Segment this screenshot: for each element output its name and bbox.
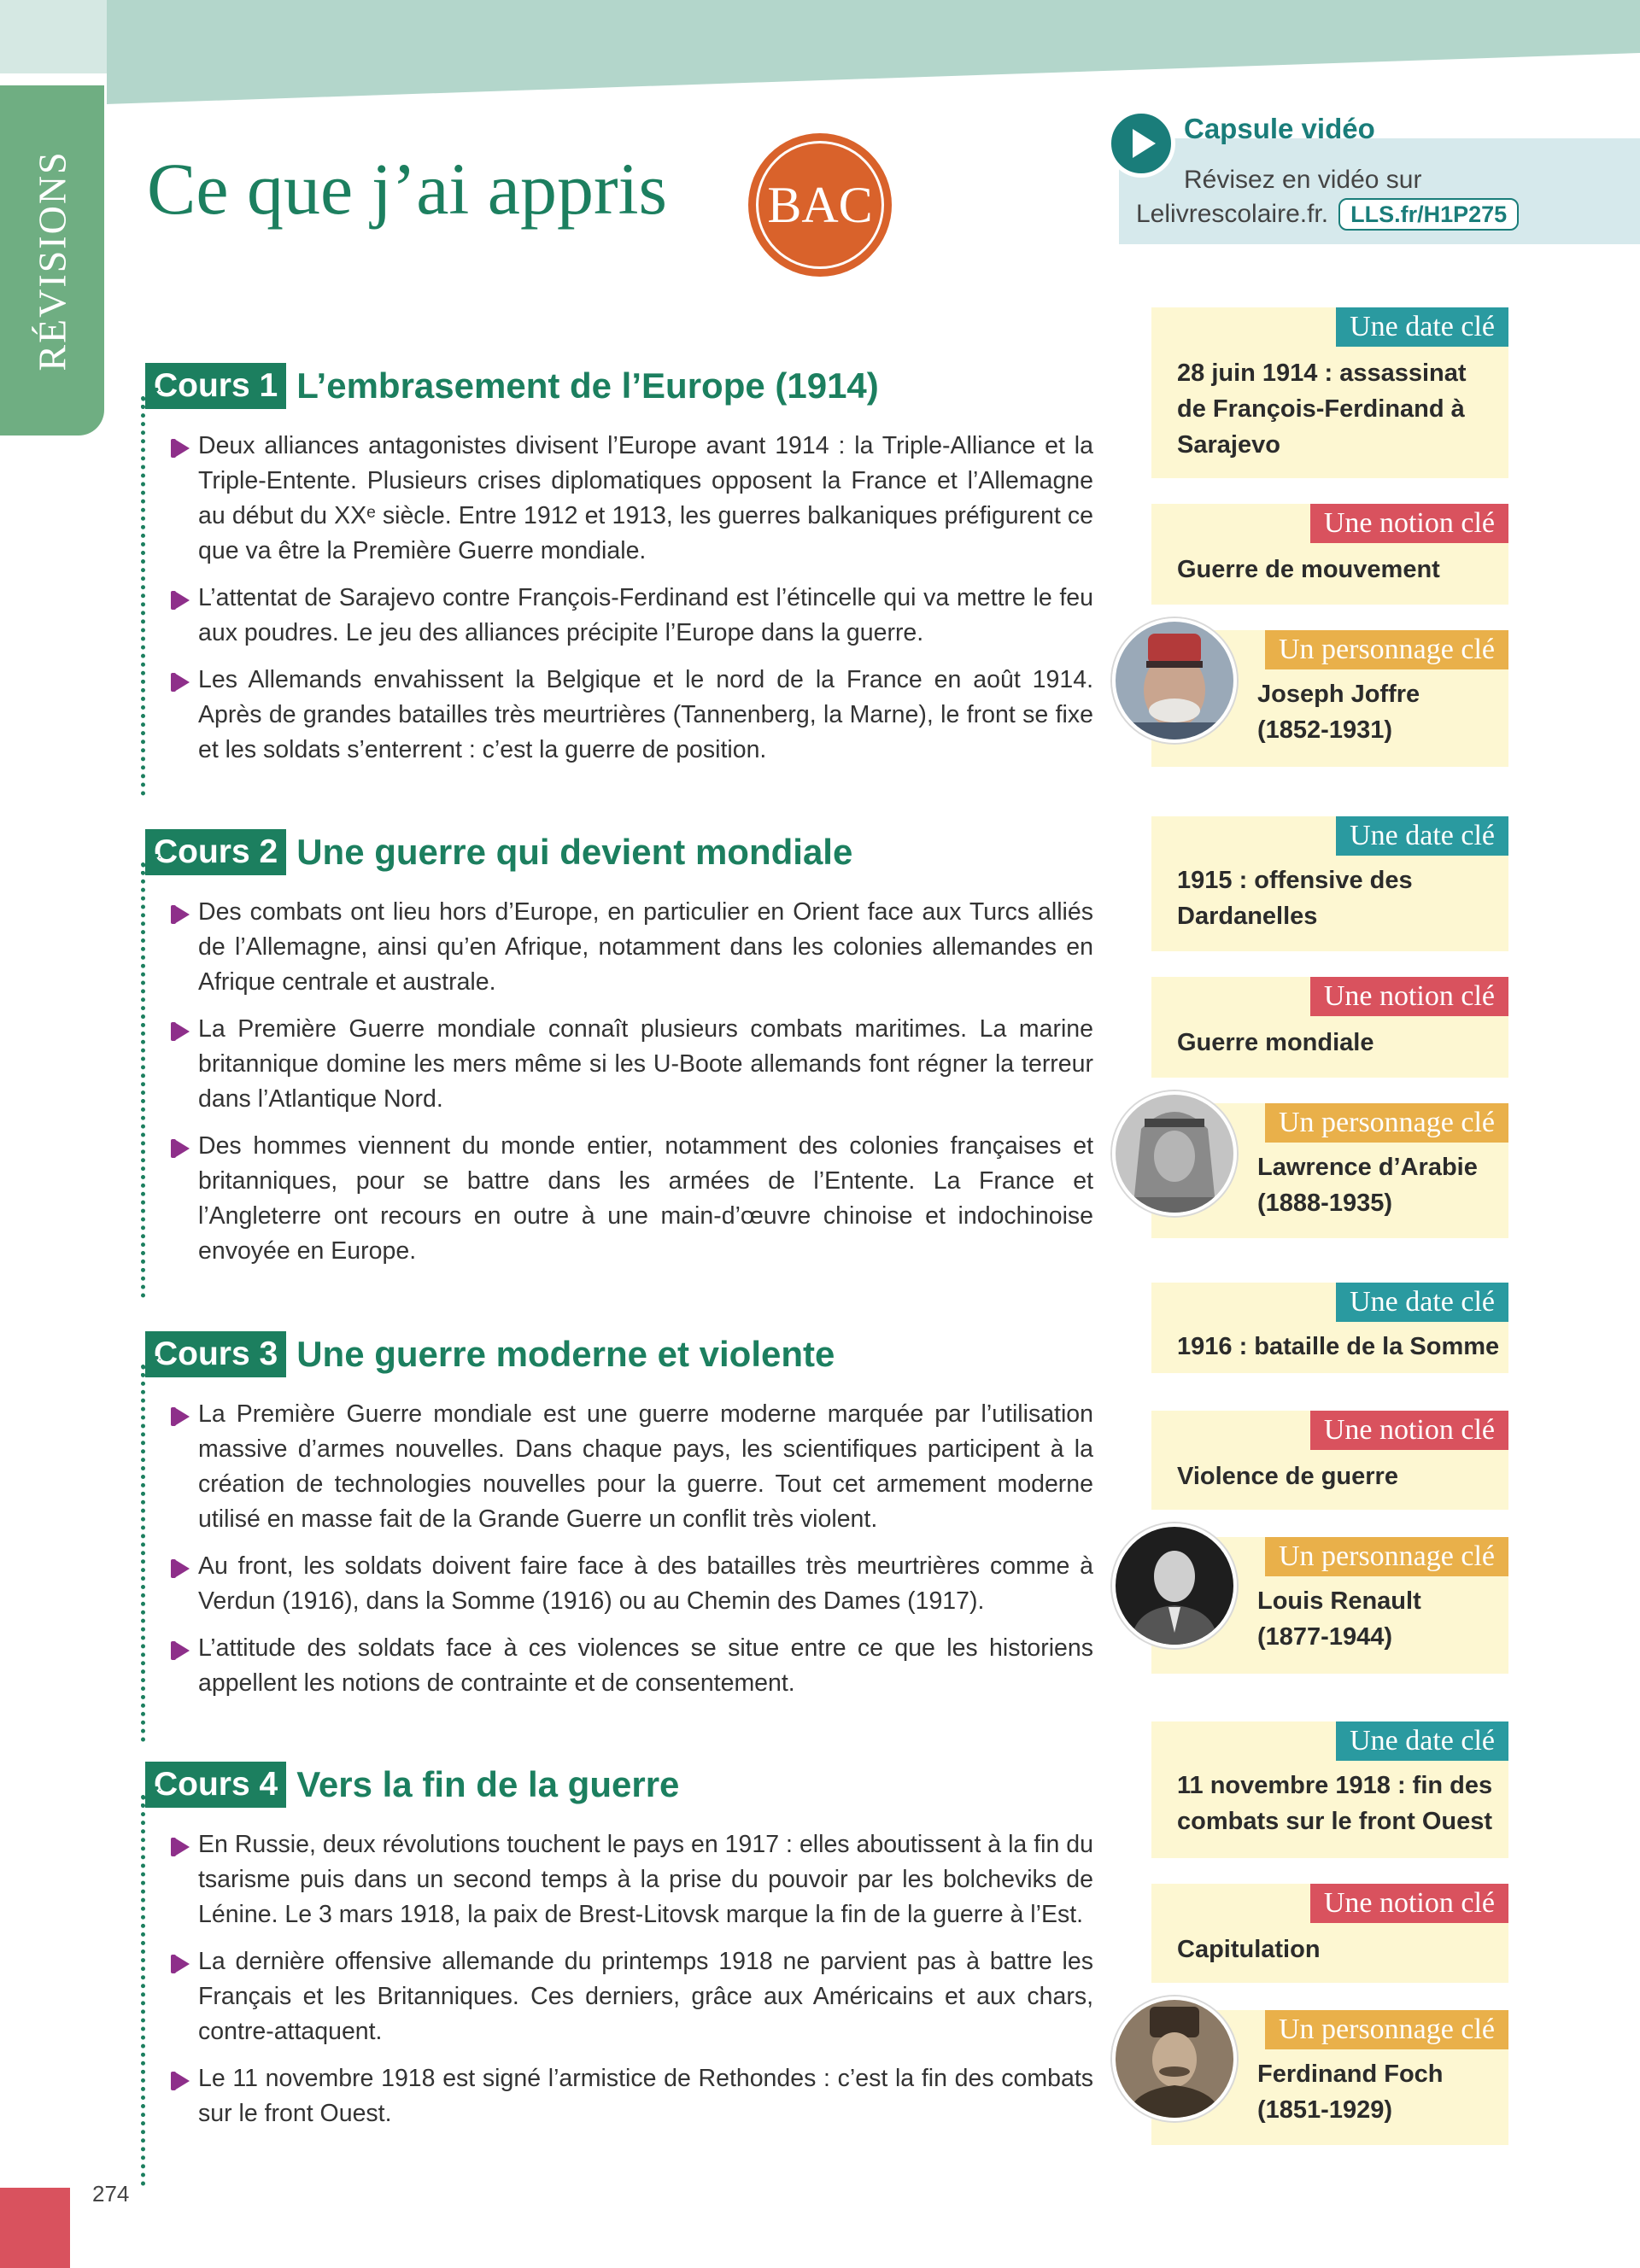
bullet-item: Au front, les soldats doivent faire face à des batailles très meurtrières comme à Verdun (1916), dans la Somme (1916) ou au Chemin des Dames (1917). [145,1549,1093,1619]
bullet-arrow-icon [174,1838,190,1856]
video-capsule-title: Capsule vidéo [1184,113,1375,144]
key-person-tag: Un personnage clé [1265,1537,1508,1576]
key-date-tag: Une date clé [1336,307,1508,347]
cours-number: Cours 3 [145,1331,286,1377]
portrait-ferdinand-foch [1112,1996,1237,2121]
key-date-text: 28 juin 1914 : assassinat de François-Ferdinand à Sarajevo [1177,359,1467,459]
bac-badge-label: BAC [756,141,884,269]
cours-2-section [145,828,1093,1281]
key-date-text: 1916 : bataille de la Somme [1177,1333,1500,1360]
side-tab-label: RÉVISIONS [30,149,74,371]
key-date-tag: Une date clé [1336,1721,1508,1761]
bullet-item: L’attentat de Sarajevo contre François-Ferdinand est l’étincelle qui va mettre le feu aux poudres. Le jeu des alliances précipite l’Europe dans la guerre. [145,581,1093,651]
key-date-card [1151,307,1508,478]
bullet-arrow-icon [174,1955,190,1973]
key-notion-text: Guerre de mouvement [1177,556,1440,583]
key-date-text: 11 novembre 1918 : fin des combats sur le front Ouest [1177,1772,1493,1835]
portrait-louis-renault [1112,1523,1237,1648]
cours-1-section [145,362,1093,780]
key-date-card [1151,1283,1508,1373]
play-icon[interactable] [1107,109,1175,178]
bullet-arrow-icon [174,1641,190,1660]
key-person-tag: Un personnage clé [1265,1103,1508,1143]
bullet-item: Des combats ont lieu hors d’Europe, en particulier en Orient face aux Turcs alliés de l’Allemagne, ainsi qu’en Afrique, notamment dans les colonies allemandes en Afrique centrale et australe. [145,895,1093,1000]
bullet-item: Deux alliances antagonistes divisent l’Europe avant 1914 : la Triple-Alliance et la Triple-Entente. Plusieurs crises diplomatiques opposent la France et l’Allemagne au début du XXᵉ siècle. Entre 1912 et 1913, les guerres balkaniques préfigurent ce que va être la Première Guerre mondiale. [145,429,1093,569]
key-notion-tag: Une notion clé [1310,504,1508,543]
cours-number: Cours 2 [145,829,286,875]
cours-title: Une guerre qui devient mondiale [296,832,853,872]
key-notion-text: Capitulation [1177,1936,1321,1963]
bullet-arrow-icon [174,439,190,458]
video-capsule-site: Lelivrescolaire.fr. [1136,200,1329,228]
video-capsule-text: Révisez en vidéo sur [1184,166,1422,194]
bullet-item: L’attitude des soldats face à ces violences se situe entre ce que les historiens appellent les notions de contrainte et de consentement. [145,1631,1093,1701]
bullet-item: La dernière offensive allemande du printemps 1918 ne parvient pas à battre les Français et les Britanniques. Ces derniers, grâce aux Américains et aux chars, contre-attaquent. [145,1944,1093,2049]
video-link[interactable]: LLS.fr/H1P275 [1338,198,1519,231]
key-notion-tag: Une notion clé [1310,977,1508,1016]
key-person-text: Ferdinand Foch (1851-1929) [1257,2060,1444,2124]
cours-number: Cours 4 [145,1762,286,1808]
bullet-item: Des hommes viennent du monde entier, notamment des colonies françaises et britanniques, pour se battre dans les armées de l’Entente. La France et l’Angleterre ont recours en outre à une main-d’œuvre chinoise et indochinoise envoyée en Europe. [145,1129,1093,1269]
video-capsule-site-line [1136,198,1519,231]
bullet-arrow-icon [174,673,190,692]
key-person-text: Lawrence d’Arabie (1888-1935) [1257,1154,1478,1217]
key-notion-card [1151,977,1508,1078]
top-decorative-band [0,0,1640,107]
key-notion-tag: Une notion clé [1310,1411,1508,1450]
bullet-arrow-icon [174,1559,190,1578]
cours-title: L’embrasement de l’Europe (1914) [296,365,879,406]
key-notion-card [1151,504,1508,605]
bullet-arrow-icon [174,591,190,610]
bullet-item: Les Allemands envahissent la Belgique et le nord de la France en août 1914. Après de grandes batailles très meurtrières (Tannenberg, la Marne), le front se fixe et les soldats s’enterrent : c’est la guerre de position. [145,663,1093,768]
portrait-joseph-joffre [1112,618,1237,743]
bullet-arrow-icon [174,1139,190,1158]
cours-title: Vers la fin de la guerre [296,1764,680,1804]
bullet-arrow-icon [174,1407,190,1426]
bullet-arrow-icon [174,2072,190,2090]
portrait-lawrence-arabie [1112,1091,1237,1216]
bullet-item: La Première Guerre mondiale est une guerre moderne marquée par l’utilisation massive d’armes nouvelles. Dans chaque pays, les scientifiques participent à la création de technologies nouvelles pour la guerre. Tout cet armement moderne utilisé en masse fait de la Grande Guerre un conflit très violent. [145,1397,1093,1537]
cours-title: Une guerre moderne et violente [296,1334,835,1374]
cours-number: Cours 1 [145,363,286,409]
bullet-arrow-icon [174,905,190,924]
key-date-tag: Une date clé [1336,1283,1508,1322]
key-notion-card [1151,1411,1508,1510]
key-date-card [1151,1721,1508,1858]
key-notion-text: Guerre mondiale [1177,1029,1374,1056]
cours-3-section [145,1330,1093,1713]
bullet-item: Le 11 novembre 1918 est signé l’armistice de Rethondes : c’est la fin des combats sur le front Ouest. [145,2061,1093,2131]
bac-badge [748,133,892,277]
key-person-tag: Un personnage clé [1265,630,1508,669]
revisions-side-tab [0,85,104,435]
page-number: 274 [92,2181,130,2207]
key-notion-tag: Une notion clé [1310,1884,1508,1923]
key-notion-text: Violence de guerre [1177,1463,1398,1490]
key-date-card [1151,816,1508,951]
page-corner-marker [0,2188,70,2268]
key-person-text: Joseph Joffre (1852-1931) [1257,681,1420,744]
key-person-tag: Un personnage clé [1265,2010,1508,2049]
key-notion-card [1151,1884,1508,1983]
bullet-item: En Russie, deux révolutions touchent le pays en 1917 : elles aboutissent à la fin du tsarisme puis dans un second temps à la prise du pouvoir par les bolcheviks de Lénine. Le 3 mars 1918, la paix de Brest-Litovsk marque la fin de la guerre à l’Est. [145,1827,1093,1932]
key-date-text: 1915 : offensive des Dardanelles [1177,867,1413,930]
page-title: Ce que j’ai appris [147,148,667,230]
bullet-arrow-icon [174,1022,190,1041]
bullet-item: La Première Guerre mondiale connaît plusieurs combats maritimes. La marine britannique domine les mers même si les U-Boote allemands font régner la terreur dans l’Atlantique Nord. [145,1012,1093,1117]
cours-4-section [145,1761,1093,2143]
key-date-tag: Une date clé [1336,816,1508,856]
key-person-text: Louis Renault (1877-1944) [1257,1587,1421,1651]
